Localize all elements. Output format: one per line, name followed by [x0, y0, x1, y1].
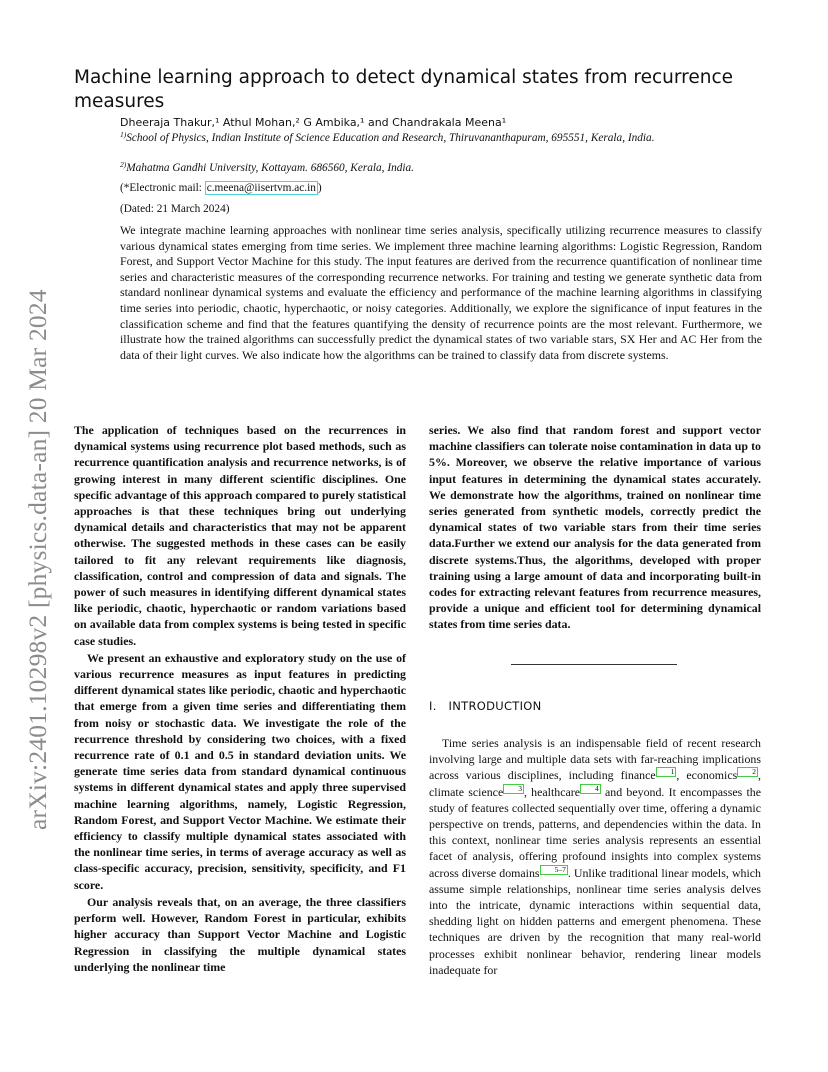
intro-text-6: . Unlike traditional linear models, which assume simple relationships, nonlinear time series analysis delves into the intricate, dynamic interactions within sequential data, shedding light on hidden patterns and emergent phenomena. These techniques are driven by the recognition that many real-world processes exhibit nonlinear behavior, rendering linear models inadequate for — [429, 865, 761, 977]
intro-text-4: , healthcare — [523, 784, 581, 799]
email-suffix: ) — [317, 182, 322, 194]
section-title: INTRODUCTION — [448, 699, 542, 713]
intro-text-5: and beyond. It encompasses the study of features collected sequentially over time, offering a dynamic perspective on trends, patterns, and dependencies within the data. In this context, nonlinear time series analysis represents an essential facet of analysis, offering profound insights into complex systems across diverse domains — [429, 784, 761, 880]
lay-summary-paragraph-1: The application of techniques based on the recurrences in dynamical systems using recurrence plot based methods, such as recurrence quantification analysis and recurrence networks, is of growing interest in many different scientific disciplines. One specific advantage of this approach compared to purely statistical approaches is that these techniques bring out underlying dynamical details and characteristics that may not be apparent otherwise. The suggested methods in these cases can be easily tailored to fit any relevant requirements like diagnosis, classification, control and compression of data and signals. The power of such measures in identifying different dynamical states like periodic, chaotic, hyperchaotic or random variations based on available data from complex systems is being tested in specific case studies. — [74, 423, 406, 648]
lay-summary-paragraph-3-start: Our analysis reveals that, on an average, the three classifiers perform well. However, Random Forest in particular, exhibits higher accuracy than Support Vector Machine and Logistic Regression in classifying the multiple dynamical states underlying the nonlinear time — [74, 894, 406, 974]
abstract: We integrate machine learning approaches with nonlinear time series analysis, specifically utilizing recurrence measures to classify various dynamical states emerging from time series. We implement three machine learning algorithms: Logistic Regression, Random Forest, and Support Vector Machine for this study. The input features are derived from the recurrence quantification of nonlinear time series and characteristic measures of the corresponding recurrence networks. For training and testing we generate synthetic data from standard nonlinear dynamical systems and evaluate the efficiency and performance of the machine learning algorithms in classifying time series into periodic, chaotic, hyperchaotic, or noisy categories. Additionally, we explore the significance of input features in the classification scheme and find that the features quantifying the density of recurrence points are the most relevant. Furthermore, we illustrate how the trained algorithms can successfully predict the dynamical states of two variable stars, SX Her and AC Her from the data of their light curves. We also indicate how the algorithms can be trained to classify data from discrete systems. — [120, 223, 762, 362]
citation-link[interactable]: 3 — [503, 784, 524, 794]
section-heading — [429, 699, 542, 713]
intro-text-1: Time series analysis is an indispensable field of recent research involving large and multiple data sets with far-reaching implications across various disciplines, including finance — [429, 736, 761, 783]
affiliation-1 — [120, 131, 690, 145]
lay-summary-left-column — [74, 422, 406, 975]
lay-summary-paragraph-2: We present an exhaustive and exploratory study on the use of various recurrence measures as input features in predicting different dynamical states like periodic, chaotic and hyperchaotic that emerge from a given time series and differentiating them from noisy or stochastic data. We investigate the role of the recurrence threshold by considering two choices, with a fixed recurrence rate of 0.1 and 0.5 in standard deviation units. We generate time series data from standard dynamical continuous systems in different dynamical states and apply three supervised machine learning algorithms, namely, Logistic Regression, Random Forest, and Support Vector Machine. We estimate their efficiency to classify multiple dynamical states associated with the nonlinear time series, in terms of average accuracy as well as class-specific accuracy, precision, sensitivity, specificity, and F1 score. — [74, 650, 406, 892]
paper-title: Machine learning approach to detect dynamical states from recurrence measures — [74, 67, 734, 112]
affiliation-1-marker: 1) — [120, 130, 127, 139]
affiliation-1-text: School of Physics, Indian Institute of Science Education and Research, Thiruvananthapuram, 695551, Kerala, India. — [126, 132, 655, 144]
author-list: Dheeraja Thakur,¹ Athul Mohan,² G Ambika,¹ and Chandrakala Meena¹ — [120, 116, 507, 129]
intro-text-2: , economics — [676, 768, 738, 783]
affiliation-2-marker: 2) — [120, 160, 127, 169]
lay-summary-paragraph-3-end: series. We also find that random forest and support vector machine classifiers can tolerate noise contamination in data up to 5%. Moreover, we observe the relative importance of various input features in determining the dynamical states accurately. We demonstrate how the algorithms, trained on nonlinear time series generated from synthetic models, correctly predict the dynamical states of two variable stars from their time series data.Further we extend our analysis for the data generated from discrete systems.Thus, the algorithms, developed with proper training using a large amount of data and incorporating built-in codes for extracting relevant features from recurrence measures, provide a unique and efficient tool for determining dynamical states from time series data. — [429, 423, 761, 632]
email-link[interactable]: c.meena@iisertvm.ac.in — [206, 182, 316, 194]
arxiv-identifier-stamp: arXiv:2401.10298v2 [physics.data-an] 20 Mar 2024 — [23, 289, 52, 830]
citation-link[interactable]: 1 — [656, 767, 677, 777]
lay-summary-right-column — [429, 422, 761, 633]
intro-text-3: , climate science — [429, 768, 761, 799]
citation-link[interactable]: 4 — [580, 784, 601, 794]
introduction-paragraph — [429, 735, 761, 978]
corresponding-email-line — [120, 181, 720, 195]
email-prefix: (*Electronic mail: — [120, 182, 205, 194]
date-line: (Dated: 21 March 2024) — [120, 203, 230, 215]
citation-link[interactable]: 2 — [737, 767, 758, 777]
section-number: I. — [429, 699, 437, 713]
introduction-body — [429, 735, 761, 978]
citation-link[interactable]: 5–7 — [540, 865, 568, 875]
affiliation-2 — [120, 161, 720, 175]
section-divider — [511, 664, 677, 665]
affiliation-2-text: Mahatma Gandhi University, Kottayam. 686560, Kerala, India. — [126, 162, 414, 174]
